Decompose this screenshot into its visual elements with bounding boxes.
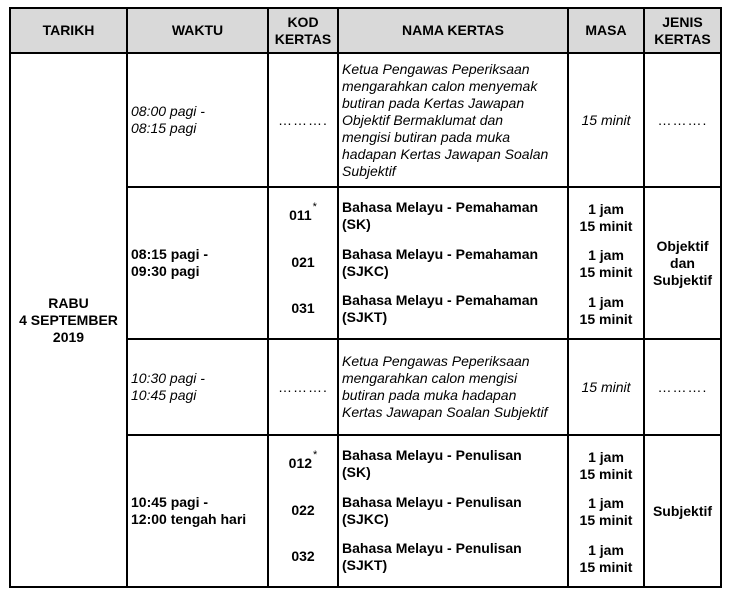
- paper-duration: 1 jam 15 minit: [579, 495, 633, 528]
- header-jenis-kertas: [644, 8, 721, 53]
- duration-cell-3: 15 minit: [568, 339, 644, 435]
- instruction-line: butiran pada Kertas Jawapan: [342, 94, 525, 111]
- paper-duration: 1 jam 15 minit: [579, 293, 633, 327]
- paper-name: Bahasa Melayu - Pemahaman (SK): [342, 199, 539, 232]
- instruction-line: mengarahkan calon menyemak: [342, 77, 538, 94]
- schedule-row-1: [10, 53, 721, 187]
- duration-cell-2: [568, 187, 644, 339]
- time-end: 09:30 pagi: [131, 263, 200, 279]
- instruction-line: Objektif Bermaklumat dan: [342, 111, 504, 128]
- type-line: Subjektif: [652, 502, 713, 519]
- time-end: 08:15 pagi: [131, 120, 197, 136]
- type-cell-4: [644, 435, 721, 587]
- instruction-line: Kertas Jawapan Soalan Subjektif: [342, 404, 548, 420]
- time-end: 10:45 pagi: [131, 387, 197, 403]
- time-start: 10:30 pagi -: [131, 370, 205, 386]
- time-start: 08:15 pagi -: [131, 246, 209, 262]
- header-masa: MASA: [568, 8, 644, 53]
- time-cell-3: [127, 339, 268, 435]
- type-cell-1: ……….: [644, 53, 721, 187]
- paper-code: 021: [291, 253, 315, 270]
- paper-duration: 1 jam 15 minit: [579, 200, 633, 234]
- type-line: Subjektif: [652, 271, 713, 288]
- code-cell-4: [268, 435, 338, 587]
- time-cell-2: [127, 187, 268, 339]
- instruction-line: mengarahkan calon mengisi: [342, 370, 518, 386]
- paper-duration: 1 jam 15 minit: [579, 247, 633, 280]
- header-kod-kertas: [268, 8, 338, 53]
- date-cell: [10, 53, 127, 587]
- paper-name: Bahasa Melayu - Penulisan (SJKT): [342, 540, 522, 573]
- paper-code: 012 *: [288, 449, 318, 471]
- date-day: RABU: [48, 294, 89, 311]
- type-line: dan: [670, 254, 695, 271]
- paper-name: Bahasa Melayu - Penulisan (SK): [342, 447, 522, 480]
- instruction-cell-1: [338, 53, 568, 187]
- header-kod-line1: KOD: [287, 13, 319, 30]
- duration-cell-4: [568, 435, 644, 587]
- type-cell-3: ……….: [644, 339, 721, 435]
- header-kod-line2: KERTAS: [274, 30, 332, 47]
- header-nama-kertas: NAMA KERTAS: [338, 8, 568, 53]
- header-row: [10, 8, 721, 53]
- paper-code: 032: [291, 548, 315, 564]
- code-cell-2: [268, 187, 338, 339]
- paper-name: Bahasa Melayu - Pemahaman (SJKC): [342, 245, 539, 279]
- date-date: 4 SEPTEMBER: [19, 311, 118, 328]
- paper-name: Bahasa Melayu - Pemahaman (SJKT): [342, 292, 539, 325]
- paper-name-cell-4: [338, 435, 568, 587]
- instruction-line: hadapan Kertas Jawapan Soalan: [342, 145, 549, 162]
- paper-duration: 1 jam 15 minit: [579, 541, 633, 575]
- instruction-line: Ketua Pengawas Peperiksaan: [342, 353, 530, 369]
- time-start: 08:00 pagi -: [131, 103, 205, 119]
- instruction-line: Subjektif: [342, 162, 396, 179]
- duration-cell-1: 15 minit: [568, 53, 644, 187]
- type-line: Objektif: [656, 237, 709, 254]
- time-cell-1: [127, 53, 268, 187]
- paper-name-cell-2: [338, 187, 568, 339]
- time-end: 12:00 tengah hari: [131, 511, 247, 527]
- instruction-cell-3: [338, 339, 568, 435]
- paper-code: 022: [291, 501, 315, 518]
- time-cell-4: [127, 435, 268, 587]
- paper-name: Bahasa Melayu - Penulisan (SJKC): [342, 493, 522, 527]
- instruction-line: Ketua Pengawas Peperiksaan: [342, 60, 530, 77]
- code-cell-3: ……….: [268, 339, 338, 435]
- header-waktu: WAKTU: [127, 8, 268, 53]
- code-cell-1: ……….: [268, 53, 338, 187]
- time-start: 10:45 pagi -: [131, 494, 209, 510]
- type-cell-2: [644, 187, 721, 339]
- header-jenis-line1: JENIS: [662, 13, 703, 30]
- paper-code: 031: [291, 300, 315, 316]
- exam-schedule-table: [9, 7, 722, 588]
- paper-duration: 1 jam 15 minit: [579, 448, 633, 482]
- instruction-line: butiran pada muka hadapan: [342, 387, 517, 403]
- paper-code: 011 *: [289, 201, 317, 223]
- header-tarikh: TARIKH: [10, 8, 127, 53]
- header-jenis-line2: KERTAS: [654, 30, 711, 47]
- date-year: 2019: [52, 328, 85, 345]
- instruction-line: mengisi butiran pada muka: [342, 128, 511, 145]
